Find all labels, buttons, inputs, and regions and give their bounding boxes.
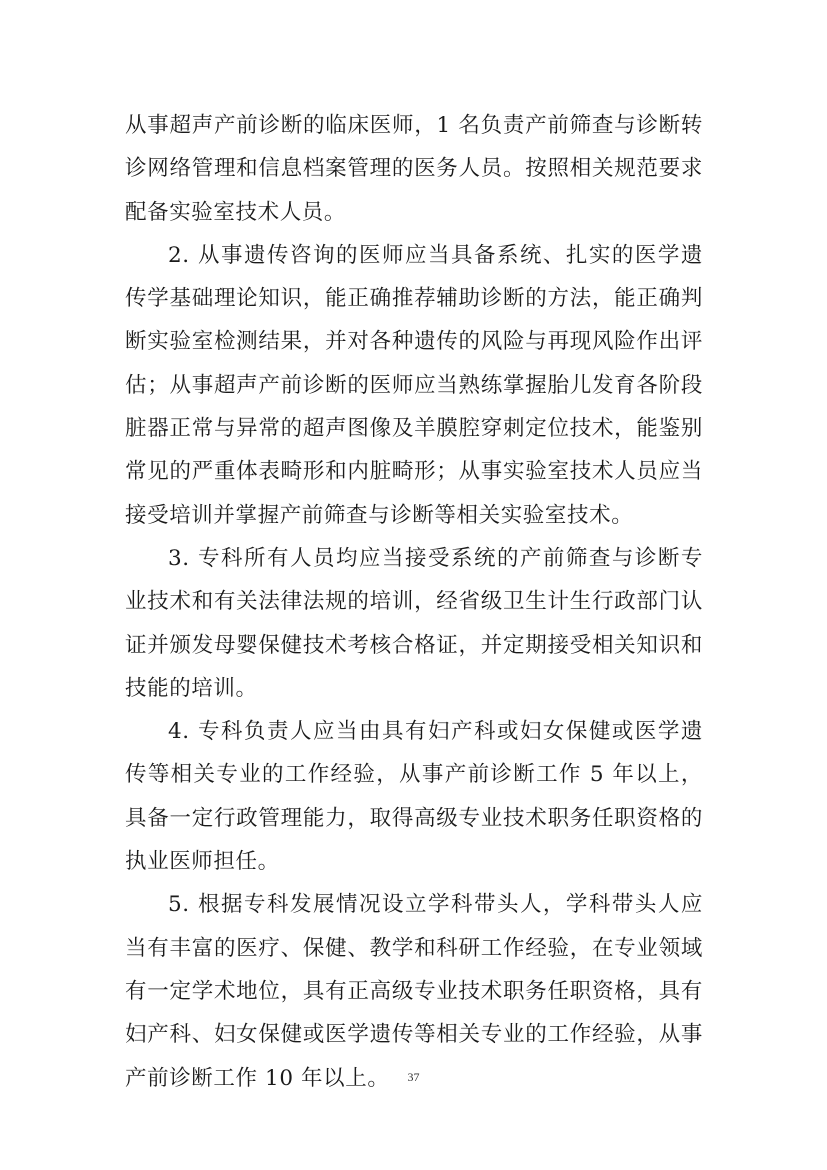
paragraph-item-3: 3. 专科所有人员均应当接受系统的产前筛查与诊断专业技术和有关法律法规的培训，经省级卫生计生行政部门认证并颁发母婴保健技术考核合格证，并定期接受相关知识和技能的培训。 [125,545,703,701]
paragraph-continuation: 从事超声产前诊断的临床医师，1 名负责产前筛查与诊断转诊网络管理和信息档案管理的医务人员。按照相关规范要求配备实验室技术人员。 [125,113,703,225]
document-body [125,104,703,1100]
paragraph-item-5: 5. 根据专科发展情况设立学科带头人，学科带头人应当有丰富的医疗、保健、教学和科研工作经验，在专业领域有一定学术地位，具有正高级专业技术职务任职资格，具有妇产科、妇女保健或医学遗传等相关专业的工作经验，从事产前诊断工作 10 年以上。 [125,892,703,1091]
page-number: 37 [407,1070,420,1084]
paragraph-item-2: 2. 从事遗传咨询的医师应当具备系统、扎实的医学遗传学基础理论知识，能正确推荐辅助诊断的方法，能正确判断实验室检测结果，并对各种遗传的风险与再现风险作出评估；从事超声产前诊断的医师应当熟练掌握胎儿发育各阶段脏器正常与异常的超声图像及羊膜腔穿刺定位技术，能鉴别常见的严重体表畸形和内脏畸形；从事实验室技术人员应当接受培训并掌握产前筛查与诊断等相关实验室技术。 [125,242,703,528]
paragraph-item-4: 4. 专科负责人应当由具有妇产科或妇女保健或医学遗传等相关专业的工作经验，从事产前诊断工作 5 年以上，具备一定行政管理能力，取得高级专业技术职务任职资格的执业医师担任。 [125,719,703,875]
